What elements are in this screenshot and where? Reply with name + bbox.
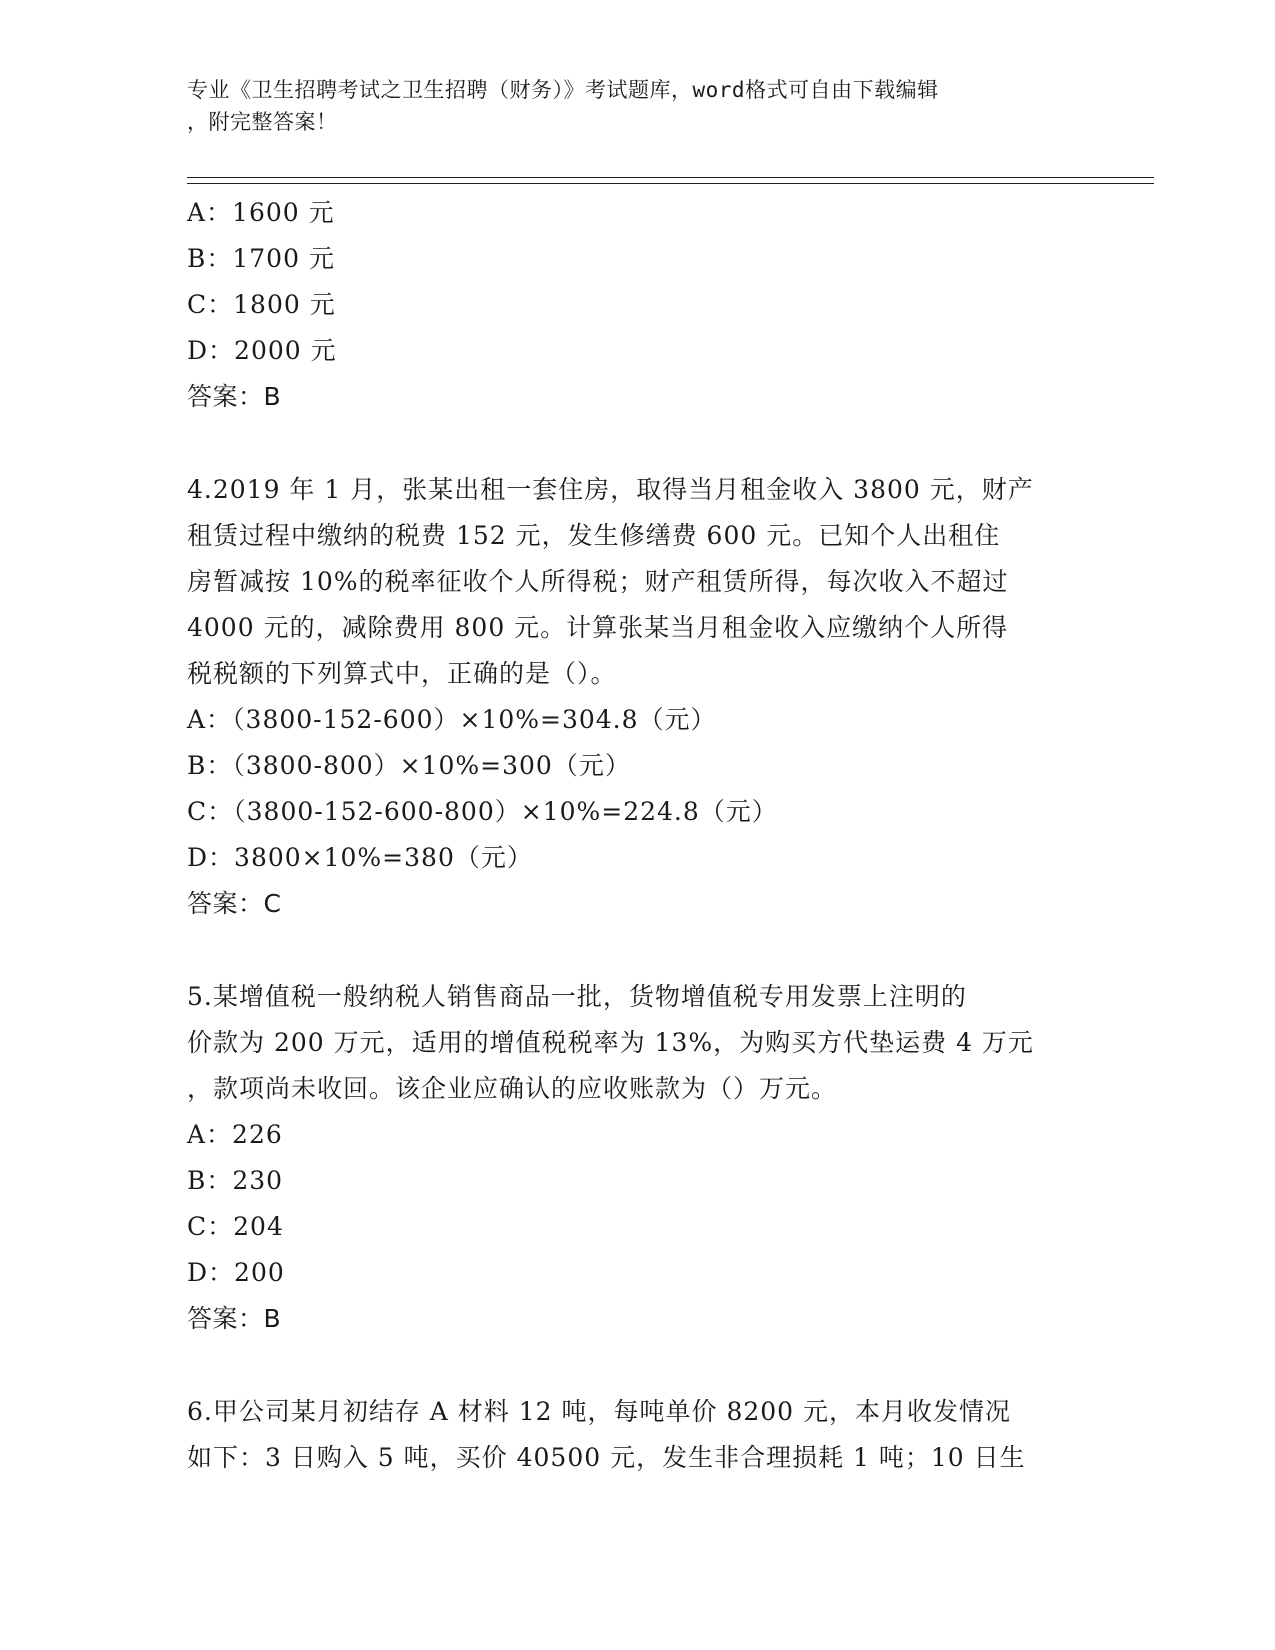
question-6 [187, 1389, 1087, 1481]
header-line-1: 专业《卫生招聘考试之卫生招聘（财务）》考试题库，word格式可自由下载编辑 [187, 78, 939, 102]
question-5 [187, 974, 1087, 1342]
question-stem-line: 5.某增值税一般纳税人销售商品一批，货物增值税专用发票上注明的 [187, 982, 967, 1011]
option-d: D：2000 元 [187, 336, 337, 365]
option-d: D：3800×10%=380（元） [187, 843, 533, 872]
answer-line: 答案：B [187, 1304, 282, 1333]
answer-line: 答案：B [187, 382, 282, 411]
question-stem-line: 如下：3 日购入 5 吨，买价 40500 元，发生非合理损耗 1 吨；10 日生 [187, 1443, 1026, 1472]
question-3 [187, 190, 1087, 420]
option-c: C：1800 元 [187, 290, 336, 319]
question-4 [187, 467, 1087, 927]
question-stem-line: 税税额的下列算式中，正确的是（）。 [187, 659, 617, 688]
option-a: A：（3800-152-600）×10%=304.8（元） [187, 705, 717, 734]
document-header [187, 74, 1087, 138]
question-stem-line: 4.2019 年 1 月，张某出租一套住房，取得当月租金收入 3800 元，财产 [187, 475, 1034, 504]
question-stem-line: 租赁过程中缴纳的税费 152 元，发生修缮费 600 元。已知个人出租住 [187, 521, 1001, 550]
option-b: B：230 [187, 1166, 284, 1195]
question-stem-line: 6.甲公司某月初结存 A 材料 12 吨，每吨单价 8200 元，本月收发情况 [187, 1397, 1012, 1426]
header-divider-bottom [187, 183, 1154, 184]
option-b: B：（3800-800）×10%=300（元） [187, 751, 631, 780]
question-stem-line: 价款为 200 万元，适用的增值税税率为 13%，为购买方代垫运费 4 万元 [187, 1028, 1034, 1057]
header-divider-top [187, 177, 1154, 178]
question-stem-line: 4000 元的，减除费用 800 元。计算张某当月租金收入应缴纳个人所得 [187, 613, 1009, 642]
option-c: C：204 [187, 1212, 284, 1241]
header-line-2: ，附完整答案！ [187, 110, 338, 134]
option-a: A：226 [187, 1120, 283, 1149]
answer-line: 答案：C [187, 889, 282, 918]
option-d: D：200 [187, 1258, 285, 1287]
question-stem-line: ，款项尚未收回。该企业应确认的应收账款为（）万元。 [187, 1074, 838, 1103]
question-stem-line: 房暂减按 10%的税率征收个人所得税；财产租赁所得，每次收入不超过 [187, 567, 1009, 596]
option-c: C：（3800-152-600-800）×10%=224.8（元） [187, 797, 778, 826]
option-b: B：1700 元 [187, 244, 335, 273]
question-content [187, 190, 1087, 1481]
option-a: A：1600 元 [187, 198, 335, 227]
